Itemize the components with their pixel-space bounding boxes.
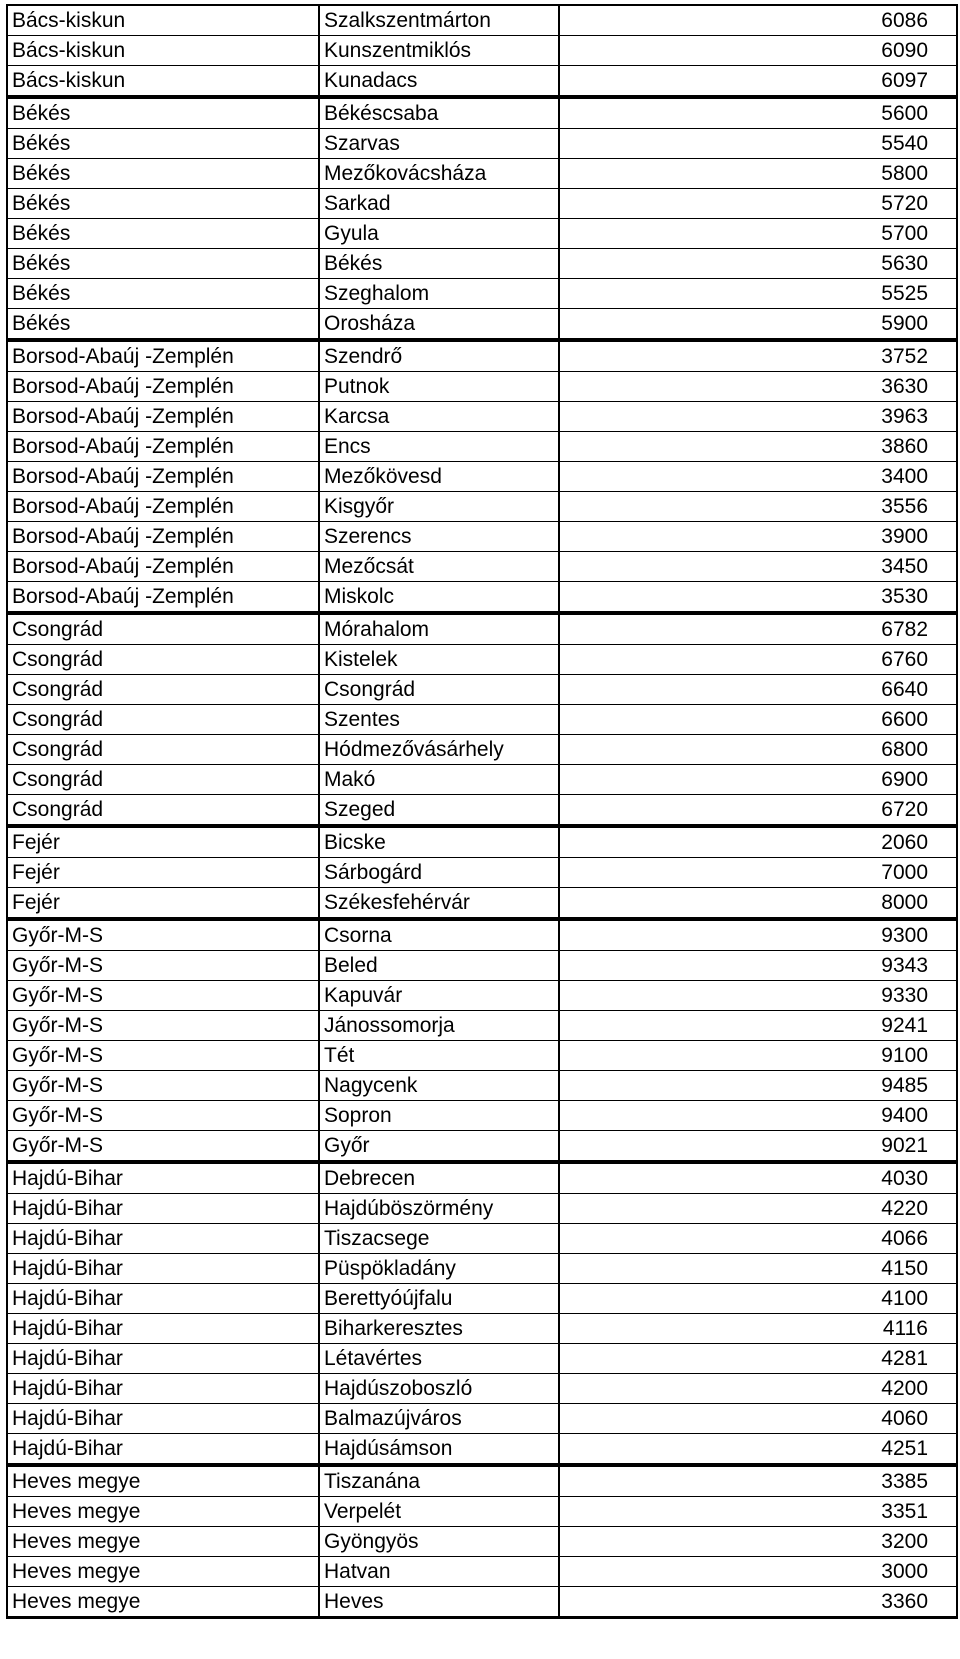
zip-cell: 3200 [559,1527,957,1557]
zip-cell: 6600 [559,705,957,735]
table-row [7,1465,957,1497]
table-row [7,951,957,981]
county-cell: Borsod-Abaúj -Zemplén [7,340,319,372]
zip-cell: 5540 [559,129,957,159]
table-row [7,1434,957,1466]
county-cell: Fejér [7,858,319,888]
county-cell: Győr-M-S [7,1131,319,1163]
town-cell: Tiszacsege [319,1224,559,1254]
county-cell: Békés [7,159,319,189]
zip-cell: 8000 [559,888,957,920]
table-row [7,1131,957,1163]
zip-cell: 5800 [559,159,957,189]
zip-cell: 3963 [559,402,957,432]
town-cell: Hódmezővásárhely [319,735,559,765]
zip-cell: 9343 [559,951,957,981]
county-cell: Hajdú-Bihar [7,1374,319,1404]
county-cell: Borsod-Abaúj -Zemplén [7,372,319,402]
table-row [7,1404,957,1434]
county-cell: Hajdú-Bihar [7,1404,319,1434]
county-town-zip-table [6,4,958,1619]
zip-cell: 4060 [559,1404,957,1434]
zip-cell: 6086 [559,5,957,36]
zip-cell: 5720 [559,189,957,219]
county-cell: Győr-M-S [7,981,319,1011]
zip-cell: 4100 [559,1284,957,1314]
zip-cell: 5700 [559,219,957,249]
town-cell: Gyöngyös [319,1527,559,1557]
county-cell: Békés [7,219,319,249]
county-cell: Győr-M-S [7,1011,319,1041]
zip-cell: 6090 [559,36,957,66]
table-row [7,66,957,98]
zip-cell: 3351 [559,1497,957,1527]
county-cell: Borsod-Abaúj -Zemplén [7,402,319,432]
county-cell: Hajdú-Bihar [7,1344,319,1374]
town-cell: Tiszanána [319,1465,559,1497]
town-cell: Szendrő [319,340,559,372]
zip-cell: 9100 [559,1041,957,1071]
table-row [7,765,957,795]
table-row [7,981,957,1011]
table-row [7,1314,957,1344]
county-cell: Fejér [7,888,319,920]
zip-cell: 6782 [559,613,957,645]
table-row [7,1162,957,1194]
county-cell: Csongrád [7,735,319,765]
zip-cell: 3556 [559,492,957,522]
county-cell: Bács-kiskun [7,66,319,98]
county-cell: Békés [7,189,319,219]
town-cell: Mezőkövesd [319,462,559,492]
town-cell: Szarvas [319,129,559,159]
zip-cell: 6720 [559,795,957,827]
town-cell: Nagycenk [319,1071,559,1101]
town-cell: Balmazújváros [319,1404,559,1434]
town-cell: Tét [319,1041,559,1071]
zip-cell: 9485 [559,1071,957,1101]
town-cell: Sárbogárd [319,858,559,888]
table-row [7,1284,957,1314]
zip-cell: 3360 [559,1587,957,1618]
table-row [7,1557,957,1587]
table-row [7,1527,957,1557]
county-cell: Győr-M-S [7,919,319,951]
zip-cell: 4066 [559,1224,957,1254]
table-row [7,432,957,462]
county-cell: Békés [7,129,319,159]
town-cell: Létavértes [319,1344,559,1374]
table-row [7,735,957,765]
county-cell: Heves megye [7,1587,319,1618]
table-row [7,249,957,279]
county-cell: Heves megye [7,1557,319,1587]
town-cell: Makó [319,765,559,795]
county-cell: Győr-M-S [7,1041,319,1071]
table-row [7,1224,957,1254]
town-cell: Bicske [319,826,559,858]
county-cell: Hajdú-Bihar [7,1434,319,1466]
zip-cell: 5600 [559,97,957,129]
zip-cell: 6097 [559,66,957,98]
town-cell: Putnok [319,372,559,402]
zip-cell: 5525 [559,279,957,309]
town-cell: Hajdúböszörmény [319,1194,559,1224]
table-row [7,1194,957,1224]
table-row [7,1254,957,1284]
town-cell: Szeged [319,795,559,827]
table-row [7,492,957,522]
zip-cell: 3450 [559,552,957,582]
zip-cell: 9400 [559,1101,957,1131]
table-row [7,919,957,951]
table-row [7,402,957,432]
zip-cell: 4220 [559,1194,957,1224]
table-row [7,340,957,372]
town-cell: Berettyóújfalu [319,1284,559,1314]
town-cell: Győr [319,1131,559,1163]
county-cell: Fejér [7,826,319,858]
zip-cell: 6900 [559,765,957,795]
town-cell: Heves [319,1587,559,1618]
table-row [7,36,957,66]
town-cell: Biharkeresztes [319,1314,559,1344]
table-body [7,5,957,1618]
county-cell: Bács-kiskun [7,36,319,66]
town-cell: Miskolc [319,582,559,614]
town-cell: Kunadacs [319,66,559,98]
zip-cell: 2060 [559,826,957,858]
county-cell: Hajdú-Bihar [7,1254,319,1284]
table-row [7,1587,957,1618]
table-row [7,1041,957,1071]
table-row [7,1374,957,1404]
zip-cell: 9021 [559,1131,957,1163]
town-cell: Szeghalom [319,279,559,309]
zip-cell: 3400 [559,462,957,492]
town-cell: Beled [319,951,559,981]
zip-cell: 4150 [559,1254,957,1284]
table-row [7,309,957,341]
table-row [7,159,957,189]
town-cell: Kistelek [319,645,559,675]
table-row [7,279,957,309]
county-cell: Győr-M-S [7,951,319,981]
county-cell: Heves megye [7,1497,319,1527]
town-cell: Székesfehérvár [319,888,559,920]
zip-cell: 6760 [559,645,957,675]
town-cell: Kunszentmiklós [319,36,559,66]
county-cell: Csongrád [7,795,319,827]
county-cell: Heves megye [7,1527,319,1557]
county-cell: Békés [7,279,319,309]
zip-cell: 3630 [559,372,957,402]
county-cell: Borsod-Abaúj -Zemplén [7,432,319,462]
table-row [7,858,957,888]
county-cell: Csongrád [7,705,319,735]
county-cell: Hajdú-Bihar [7,1194,319,1224]
town-cell: Encs [319,432,559,462]
county-cell: Békés [7,249,319,279]
town-cell: Szentes [319,705,559,735]
zip-cell: 3000 [559,1557,957,1587]
town-cell: Kisgyőr [319,492,559,522]
town-cell: Szerencs [319,522,559,552]
town-cell: Szalkszentmárton [319,5,559,36]
table-row [7,219,957,249]
table-row [7,1344,957,1374]
table-row [7,189,957,219]
town-cell: Sopron [319,1101,559,1131]
table-row [7,522,957,552]
town-cell: Debrecen [319,1162,559,1194]
table-row [7,372,957,402]
county-cell: Heves megye [7,1465,319,1497]
county-cell: Csongrád [7,613,319,645]
county-cell: Békés [7,309,319,341]
town-cell: Csongrád [319,675,559,705]
table-row [7,888,957,920]
town-cell: Mezőkovácsháza [319,159,559,189]
county-cell: Csongrád [7,675,319,705]
town-cell: Békéscsaba [319,97,559,129]
town-cell: Orosháza [319,309,559,341]
table-row [7,97,957,129]
table-row [7,645,957,675]
table-row [7,613,957,645]
town-cell: Karcsa [319,402,559,432]
zip-cell: 9330 [559,981,957,1011]
zip-cell: 4251 [559,1434,957,1466]
zip-cell: 6640 [559,675,957,705]
zip-cell: 5630 [559,249,957,279]
table-row [7,582,957,614]
zip-cell: 4200 [559,1374,957,1404]
table-row [7,1101,957,1131]
zip-cell: 9300 [559,919,957,951]
table-row [7,675,957,705]
zip-cell: 3385 [559,1465,957,1497]
town-cell: Gyula [319,219,559,249]
county-cell: Hajdú-Bihar [7,1162,319,1194]
county-cell: Borsod-Abaúj -Zemplén [7,492,319,522]
zip-cell: 3900 [559,522,957,552]
county-cell: Csongrád [7,765,319,795]
town-cell: Hajdúsámson [319,1434,559,1466]
county-cell: Győr-M-S [7,1071,319,1101]
town-cell: Püspökladány [319,1254,559,1284]
table-row [7,129,957,159]
county-cell: Borsod-Abaúj -Zemplén [7,582,319,614]
zip-cell: 4116 [559,1314,957,1344]
zip-cell: 4281 [559,1344,957,1374]
town-cell: Hatvan [319,1557,559,1587]
zip-cell: 4030 [559,1162,957,1194]
county-cell: Bács-kiskun [7,5,319,36]
table-row [7,5,957,36]
county-cell: Győr-M-S [7,1101,319,1131]
zip-cell: 6800 [559,735,957,765]
town-cell: Mórahalom [319,613,559,645]
table-row [7,1497,957,1527]
town-cell: Csorna [319,919,559,951]
county-cell: Borsod-Abaúj -Zemplén [7,522,319,552]
county-cell: Csongrád [7,645,319,675]
county-cell: Borsod-Abaúj -Zemplén [7,462,319,492]
town-cell: Hajdúszoboszló [319,1374,559,1404]
table-row [7,826,957,858]
town-cell: Sarkad [319,189,559,219]
zip-cell: 3752 [559,340,957,372]
table-row [7,462,957,492]
zip-cell: 3530 [559,582,957,614]
table-row [7,1011,957,1041]
table-row [7,795,957,827]
town-cell: Verpelét [319,1497,559,1527]
zip-cell: 7000 [559,858,957,888]
table-row [7,705,957,735]
zip-cell: 5900 [559,309,957,341]
town-cell: Békés [319,249,559,279]
zip-cell: 9241 [559,1011,957,1041]
table-row [7,1071,957,1101]
town-cell: Mezőcsát [319,552,559,582]
county-cell: Békés [7,97,319,129]
county-cell: Hajdú-Bihar [7,1224,319,1254]
county-cell: Hajdú-Bihar [7,1284,319,1314]
table-row [7,552,957,582]
zip-cell: 3860 [559,432,957,462]
town-cell: Kapuvár [319,981,559,1011]
county-cell: Hajdú-Bihar [7,1314,319,1344]
county-cell: Borsod-Abaúj -Zemplén [7,552,319,582]
town-cell: Jánossomorja [319,1011,559,1041]
